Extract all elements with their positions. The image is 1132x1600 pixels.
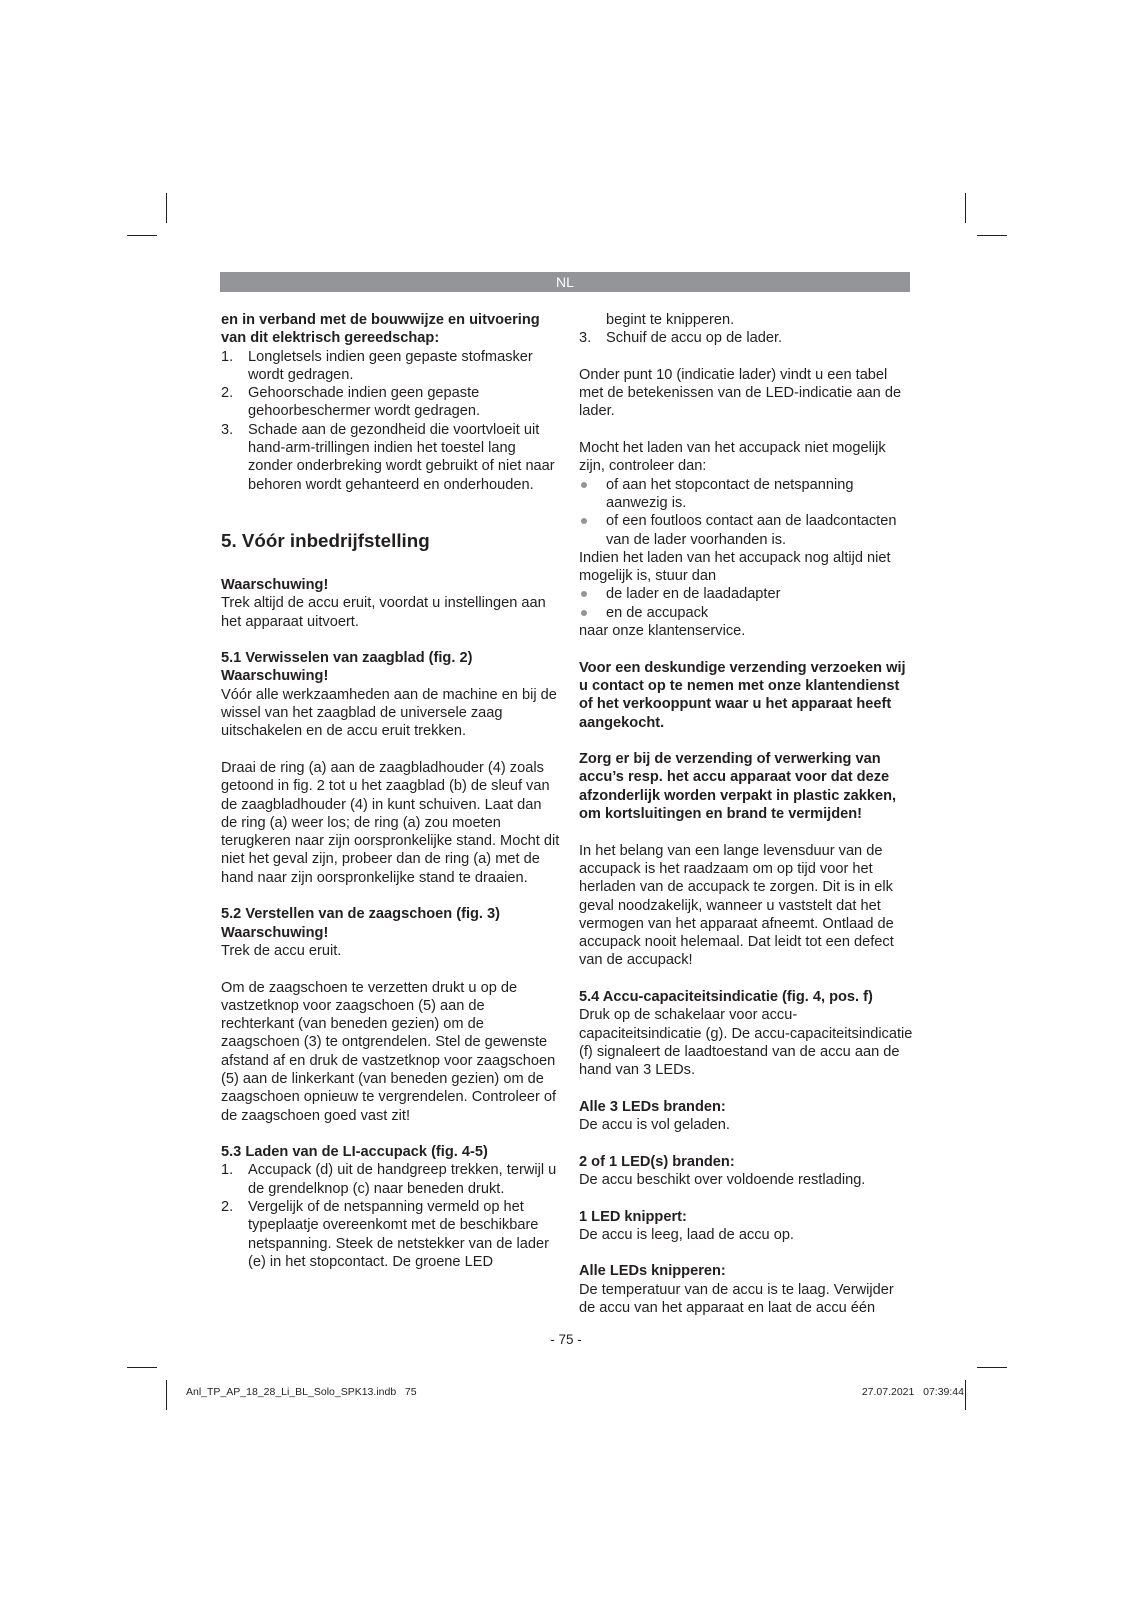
intro-bold-text: en in verband met de bouwwijze en uitvoering van dit elektrisch gereedschap: [221, 312, 540, 347]
paragraph: Onder punt 10 (indicatie lader) vindt u een tabel met de betekenissen van de LED-indicatie aan de lader. [579, 366, 902, 420]
crop-mark [977, 235, 1007, 236]
bullet-icon [581, 518, 587, 524]
list-item: en de accupack [579, 604, 913, 622]
footer-timestamp: 27.07.2021 07:39:44 [861, 1386, 964, 1398]
led-state-title: Alle LEDs knipperen: [579, 1263, 726, 1280]
crop-mark [977, 1367, 1007, 1368]
warning-title: Waarschuwing! [221, 576, 329, 593]
list-item: 3. Schuif de accu op de lader. [579, 330, 783, 347]
bullet-icon [581, 591, 587, 597]
list-item: 2. Gehoorschade indien geen gepaste gehoorbeschermer wordt gedragen. [221, 385, 481, 420]
led-state-text: De accu beschikt over voldoende restlading. [579, 1171, 866, 1188]
crop-mark [127, 235, 157, 236]
paragraph: Mocht het laden van het accupack niet mogelijk zijn, controleer dan: [579, 440, 886, 475]
check-list [579, 476, 913, 549]
paragraph: In het belang van een lange levensduur van de accupack is het raadzaam om op tijd voor het herladen van de accupack te zorgen. Dit is in elk geval noodzakelijk, wanneer u vaststelt dat het vermogen van het apparaat afneemt. Ontlaad de accupack nooit helemaal. Dat leidt tot een defect van de accupack! [579, 842, 894, 969]
paragraph: Om de zaagschoen te verzetten drukt u op de vastzetknop voor zaagschoen (5) aan de rechterkant (van beneden gezien) om de zaagschoen (3) te ontgrendelen. Stel de gewenste afstand af en druk de vastzetknop voor zaagschoen (5) aan de linkerkant (van beneden gezien) om de zaagschoen opnieuw te vergrendelen. Controleer of de zaagschoen goed vast zit! [221, 979, 557, 1124]
list-item: de lader en de laadadapter [579, 585, 913, 603]
risk-list [221, 348, 561, 494]
charging-steps-continued [579, 311, 913, 348]
led-state-title: 1 LED knippert: [579, 1208, 687, 1225]
led-state-text: De temperatuur van de accu is te laag. Verwijder de accu van het apparaat en laat de accu één [579, 1281, 894, 1317]
left-column [221, 311, 561, 1271]
crop-mark [127, 1367, 157, 1368]
section-title: 5. Vóór inbedrijfstelling [221, 529, 430, 551]
language-code: NL [556, 274, 574, 290]
list-item: of aan het stopcontact de netspanning aanwezig is. [579, 476, 913, 513]
paragraph: Draai de ring (a) aan de zaagbladhouder (4) zoals getoond in fig. 2 tot u het zaagblad (b) de sleuf van de zaagbladhouder (4) in kunt schuiven. Laat dan de ring (a) weer los; de ring (a) zou moeten terugkeren naar zijn oorspronkelijke stand. Mocht dit niet het geval zijn, probeer dan de ring (a) met de hand naar zijn oorspronkelijke stand te draaien. [221, 759, 560, 886]
bold-notice: Voor een deskundige verzending verzoeken wij u contact op te nemen met onze klantendienst of het verkooppunt waar u het apparaat heeft aangekocht. [579, 659, 906, 731]
language-header-bar [220, 272, 910, 292]
paragraph: Druk op de schakelaar voor accu-capaciteitsindicatie (g). De accu-capaciteitsindicatie (f) signaleert de laadtoestand van de accu aan de hand van 3 LEDs. [579, 1007, 913, 1079]
footer-file-info: Anl_TP_AP_18_28_Li_BL_Solo_SPK13.indb 75 [186, 1386, 417, 1398]
right-column [579, 311, 913, 1317]
list-item: 3. Schade aan de gezondheid die voortvloeit uit hand-arm-trillingen indien het toestel lang zonder onderbreking wordt gebruikt of niet naar behoren wordt gehanteerd en onderhouden. [221, 421, 555, 493]
warning-title: Waarschuwing! [221, 924, 329, 941]
list-item: of een foutloos contact aan de laadcontacten van de lader voorhanden is. [579, 512, 913, 549]
bullet-icon [581, 482, 587, 488]
led-state-title: Alle 3 LEDs branden: [579, 1098, 726, 1115]
bullet-icon [581, 610, 587, 616]
crop-mark [965, 193, 966, 223]
subsection-title: 5.1 Verwisselen van zaagblad (fig. 2) [221, 650, 473, 667]
paragraph: Indien het laden van het accupack nog altijd niet mogelijk is, stuur dan [579, 549, 891, 585]
list-item: begint te knipperen. [606, 312, 735, 328]
subsection-title: 5.4 Accu-capaciteitsindicatie (fig. 4, pos. f) [579, 988, 873, 1005]
paragraph: naar onze klantenservice. [579, 623, 746, 640]
subsection-title: 5.2 Verstellen van de zaagschoen (fig. 3) [221, 906, 501, 923]
warning-title: Waarschuwing! [221, 668, 329, 685]
list-item: 1. Longletsels indien geen gepaste stofmasker wordt gedragen. [221, 348, 533, 383]
led-state-text: De accu is vol geladen. [579, 1117, 730, 1134]
list-item: 1. Accupack (d) uit de handgreep trekken, terwijl u de grendelknop (c) naar beneden drukt. [221, 1162, 557, 1197]
led-state-title: 2 of 1 LED(s) branden: [579, 1153, 735, 1170]
subsection-title: 5.3 Laden van de LI-accupack (fig. 4-5) [221, 1144, 488, 1161]
send-list [579, 585, 913, 622]
crop-mark [166, 1380, 167, 1410]
led-state-text: De accu is leeg, laad de accu op. [579, 1226, 794, 1243]
bold-notice: Zorg er bij de verzending of verwerking van accu’s resp. het accu apparaat voor dat deze afzonderlijk worden verpakt in plastic zakken, om kortsluitingen en brand te vermijden! [579, 751, 897, 823]
paragraph: Trek de accu eruit. [221, 942, 342, 959]
page-number: - 75 - [550, 1332, 582, 1347]
charging-steps-list [221, 1161, 561, 1271]
warning-text: Trek altijd de accu eruit, voordat u instellingen aan het apparaat uitvoert. [221, 595, 546, 630]
paragraph: Vóór alle werkzaamheden aan de machine en bij de wissel van het zaagblad de universele zaag uitschakelen en de accu eruit trekken. [221, 686, 557, 740]
crop-mark [965, 1380, 966, 1410]
crop-mark [166, 193, 167, 223]
list-item: 2. Vergelijk of de netspanning vermeld op het typeplaatje overeenkomt met de beschikbare netspanning. Steek de netstekker van de lader (e) in het stopcontact. De groene LED [221, 1199, 549, 1270]
